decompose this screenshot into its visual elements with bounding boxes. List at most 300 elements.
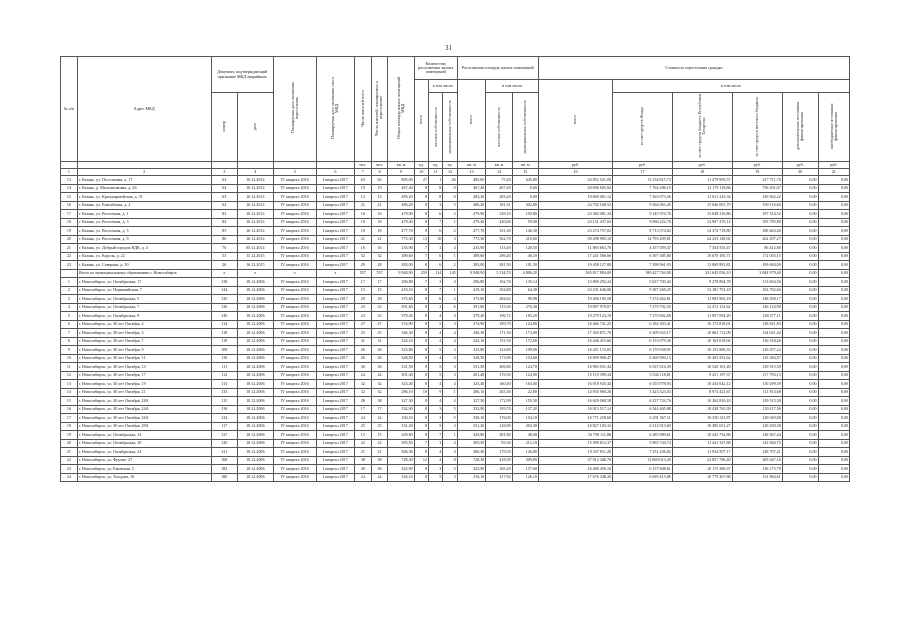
table-cell: 8 [414, 431, 428, 440]
table-cell: 0,00 [782, 414, 818, 423]
table-cell: 21 [371, 448, 388, 457]
table-cell: 0,00 [782, 227, 818, 236]
table-cell: 5 544 118,81 [613, 371, 673, 380]
table-cell: 18.12.2006 [237, 303, 273, 312]
address-cell: г. Новосибирск, ул. 30 лет Октября, 7 [77, 337, 211, 346]
table-cell: 10 438 763,39 [672, 405, 732, 414]
header-c10: всего [414, 80, 428, 162]
table-cell: 115 [211, 397, 237, 406]
table-cell: I квартал 2017 [316, 456, 354, 465]
address-cell: г. Новосибирск, ул. 30 лет Октября, 19 [77, 380, 211, 389]
table-cell: 5 637 703,42 [613, 278, 673, 287]
table-cell: 10 343 754,86 [672, 431, 732, 440]
table-cell: 6 [61, 320, 78, 329]
table-cell: 4 [429, 397, 443, 406]
table-cell: 30 [354, 465, 371, 474]
table-row [61, 295, 850, 304]
table-cell: 7 274 464,81 [613, 295, 673, 304]
table-cell: 233,90 [457, 244, 486, 253]
unit-cell [273, 162, 316, 169]
table-cell: 306,30 [457, 448, 486, 457]
table-cell: 1 [443, 286, 457, 295]
table-cell: 146 123,90 [732, 303, 782, 312]
table-cell: 16 451 172,05 [538, 346, 612, 355]
table-cell: 59,00 [512, 218, 538, 227]
table-cell: 190 116,66 [732, 201, 782, 210]
table-cell: 0,00 [782, 269, 818, 278]
table-cell: 331,40 [486, 227, 512, 236]
table-cell: 17 303 871,70 [538, 329, 612, 338]
address-cell: г. Новосибирск, ул. 30 лет Октября, 3 [77, 329, 211, 338]
table-cell: 479,90 [388, 210, 414, 219]
table-cell: 26 [371, 354, 388, 363]
table-cell: IV квартал 2016 [273, 388, 316, 397]
table-cell: 27 [354, 320, 371, 329]
table-cell: 115,30 [486, 303, 512, 312]
table-cell: 32 [354, 252, 371, 261]
unit-cell [61, 162, 78, 169]
table-cell: 296,80 [457, 278, 486, 287]
table-cell: 19 337 811,20 [538, 448, 612, 457]
table-cell: 18.12.2006 [237, 422, 273, 431]
table-cell: 0,00 [818, 329, 849, 338]
table-cell: 332,90 [388, 405, 414, 414]
header-c2: Адрес МКД [77, 57, 211, 162]
table-cell: 10 153 886,33 [672, 346, 732, 355]
table-cell: 38 [354, 397, 371, 406]
table-cell: IV квартал 2016 [273, 329, 316, 338]
table-cell: 46,10 [512, 252, 538, 261]
table-row [61, 320, 850, 329]
table-cell: 6 353 978,93 [613, 380, 673, 389]
table-cell: 185 795,80 [732, 218, 782, 227]
table-cell: 154,60 [512, 354, 538, 363]
table-cell: 3 844 979,40 [732, 269, 782, 278]
table-cell: 18.12.2006 [237, 371, 273, 380]
table-cell: 262 297,27 [732, 235, 782, 244]
table-cell: 0,00 [818, 201, 849, 210]
header-c9: Общая площадь жилых помещений МКД [388, 57, 414, 162]
table-cell: 168 [211, 456, 237, 465]
table-cell: 479,90 [457, 210, 486, 219]
table-cell: 6 312 013,69 [613, 422, 673, 431]
table-cell: 0,00 [818, 244, 849, 253]
table-cell: 5 [429, 320, 443, 329]
table-cell: 112 [211, 371, 237, 380]
table-cell: 16 699 968,47 [538, 354, 612, 363]
table-cell: 173,90 [486, 354, 512, 363]
table-cell: 17 [371, 278, 388, 287]
table-row [61, 261, 850, 270]
table-row [61, 244, 850, 253]
table-cell: 0,00 [782, 252, 818, 261]
table-cell: 18 [61, 218, 78, 227]
table-cell: 9 [429, 388, 443, 397]
table-cell: 7 [414, 278, 428, 287]
table-cell: I квартал 2017 [316, 235, 354, 244]
table-cell: 129 049,68 [732, 414, 782, 423]
table-cell: 16 [354, 244, 371, 253]
table-cell: 9 364 063,45 [613, 201, 673, 210]
table-cell: 22 857 786,40 [672, 456, 732, 465]
table-cell: 5 [443, 414, 457, 423]
table-cell: 3 [429, 439, 443, 448]
table-cell: I квартал 2017 [316, 405, 354, 414]
table-cell: 0,00 [782, 346, 818, 355]
table-cell: 84 [211, 218, 237, 227]
table-cell: 322,90 [457, 465, 486, 474]
table-cell: 0 [443, 193, 457, 202]
table-cell: 48,00 [512, 431, 538, 440]
table-cell: 467,40 [457, 184, 486, 193]
table-cell: I квартал 2017 [316, 329, 354, 338]
table-cell: 15 [371, 286, 388, 295]
table-cell: 160,40 [486, 380, 512, 389]
table-cell: 23 [61, 465, 78, 474]
table-cell: 25 [371, 329, 388, 338]
table-cell: I квартал 2017 [316, 337, 354, 346]
table-cell: 136 175,79 [732, 465, 782, 474]
table-cell: 144 [211, 286, 237, 295]
address-cell: г. Казань, ул. Енисейская, д. 2 [77, 201, 211, 210]
table-cell: 7 398 961,93 [613, 261, 673, 270]
table-cell: 16 827 103,32 [538, 422, 612, 431]
table-cell: 16 983 031,44 [538, 363, 612, 372]
table-cell: IV квартал 2016 [273, 431, 316, 440]
table-cell: 16 [371, 210, 388, 219]
table-cell: 29 [371, 295, 388, 304]
table-cell: I квартал 2017 [316, 346, 354, 355]
table-cell: 479,40 [457, 218, 486, 227]
table-cell: 0,00 [782, 295, 818, 304]
column-number: 17 [613, 169, 673, 176]
table-cell: 23 274 757,02 [538, 227, 612, 236]
table-cell: 0,00 [818, 312, 849, 321]
table-cell: 4 [429, 312, 443, 321]
table-cell: 565 817 804,00 [538, 269, 612, 278]
table-row [61, 329, 850, 338]
table-cell: 0,00 [818, 346, 849, 355]
address-cell: г. Новосибирск, ул. 30 лет Октября, 29А [77, 422, 211, 431]
table-cell: 8 [414, 465, 428, 474]
table-row [61, 439, 850, 448]
header-c11-12: в том числе [429, 80, 458, 93]
table-cell: 302,80 [512, 201, 538, 210]
unit-cell: руб. [732, 162, 782, 169]
table-cell: 22 [61, 252, 78, 261]
table-cell: 0,00 [818, 397, 849, 406]
table-cell: 18.12.2006 [237, 363, 273, 372]
table-cell: IV квартал 2016 [273, 303, 316, 312]
table-cell: 63 [354, 176, 371, 185]
table-cell: 6 344 465,88 [613, 405, 673, 414]
table-cell: 118 [211, 329, 237, 338]
table-cell: 128 367,44 [732, 431, 782, 440]
table-cell: 374,90 [457, 320, 486, 329]
table-cell: 29 [354, 261, 371, 270]
unit-cell: руб. [782, 162, 818, 169]
table-cell: 114 [429, 269, 443, 278]
table-cell: IV квартал 2016 [273, 473, 316, 482]
table-row [61, 388, 850, 397]
table-cell: 26 [211, 261, 237, 270]
table-cell: 305,50 [457, 439, 486, 448]
table-cell: 22 [371, 439, 388, 448]
table-cell: 16 [354, 210, 371, 219]
table-cell: 135 384,37 [732, 354, 782, 363]
table-cell: 16 469 450,10 [538, 465, 612, 474]
table-cell: 0,00 [818, 405, 849, 414]
table-cell: 189,70 [486, 320, 512, 329]
table-cell: 10 175 386,37 [672, 465, 732, 474]
table-cell: 189 684,06 [732, 261, 782, 270]
address-cell: г. Казань, ул. Поселковая, д. 17 [77, 176, 211, 185]
table-cell: 0,00 [782, 201, 818, 210]
table-cell: 323,80 [457, 346, 486, 355]
table-cell: 4 [61, 303, 78, 312]
header-c8: Число жителей, планируемых к переселению [371, 57, 388, 162]
table-cell: I квартал 2017 [316, 278, 354, 287]
table-cell: 13 [371, 193, 388, 202]
table-cell: 0,00 [782, 456, 818, 465]
table-cell: I квартал 2017 [316, 227, 354, 236]
table-cell: 8 [414, 286, 428, 295]
address-cell: г. Новосибирск, ул. Октябрьская, 9 [77, 312, 211, 321]
table-cell: 0,00 [782, 329, 818, 338]
table-cell: I квартал 2017 [316, 184, 354, 193]
table-cell: I квартал 2017 [316, 244, 354, 253]
unit-cell: кв. м [486, 162, 512, 169]
table-cell: 23 [354, 312, 371, 321]
table-cell: 8 [443, 456, 457, 465]
table-cell: 0,00 [782, 405, 818, 414]
table-cell: 9 387 268,25 [613, 286, 673, 295]
table-cell: I квартал 2017 [316, 286, 354, 295]
table-cell: 0,00 [782, 218, 818, 227]
table-cell: 31 [354, 337, 371, 346]
table-cell: 286,10 [388, 388, 414, 397]
table-cell: 1 [443, 252, 457, 261]
table-cell: 418,50 [486, 456, 512, 465]
table-cell: 15 119 399,34 [538, 371, 612, 380]
table-cell: 4 [429, 354, 443, 363]
unit-cell: ед. [429, 162, 443, 169]
table-cell: 331,50 [388, 363, 414, 372]
unit-cell [237, 162, 273, 169]
table-cell: 19 266 185,58 [538, 295, 612, 304]
table-cell: 31 [371, 337, 388, 346]
table-cell: 11 883 663,70 [538, 244, 612, 253]
table-cell: 301,40 [388, 371, 414, 380]
table-cell: 05.12.2014 [237, 244, 273, 253]
table-cell: 0,00 [818, 473, 849, 482]
table-cell: 8 [429, 193, 443, 202]
table-cell: 283,20 [457, 193, 486, 202]
table-cell: 8 [414, 473, 428, 482]
table-cell: 18.12.2006 [237, 465, 273, 474]
address-cell: г. Новосибирск, ул. Октябрьская, 14 [77, 431, 211, 440]
table-cell: 124,70 [512, 363, 538, 372]
table-cell: 18.12.2006 [237, 473, 273, 482]
table-cell: IV квартал 2016 [273, 227, 316, 236]
unit-cell: руб. [538, 162, 612, 169]
table-cell: 180 [211, 473, 237, 482]
table-cell: 18.12.2006 [237, 346, 273, 355]
table-cell: 18.12.2006 [237, 286, 273, 295]
table-cell: 15 046 001,79 [672, 201, 732, 210]
table-cell: 16.12.2014 [237, 210, 273, 219]
table-cell: 5 [61, 312, 78, 321]
header-c20: дополнительные источники финансирования [782, 93, 818, 162]
table-cell: 6 [429, 295, 443, 304]
table-cell: 38 [371, 397, 388, 406]
table-cell: 5 [429, 363, 443, 372]
table-cell: 10 [414, 388, 428, 397]
table-cell: 4 [429, 456, 443, 465]
table-cell: 20 [61, 439, 78, 448]
table-cell: 23 231 646,06 [538, 286, 612, 295]
table-cell: 19 [354, 184, 371, 193]
table-cell: 18.12.2006 [237, 312, 273, 321]
address-cell: г. Казань, ул. Восточная, д. 1 [77, 210, 211, 219]
table-cell: 182 [211, 465, 237, 474]
table-cell: 10 520 101,49 [672, 363, 732, 372]
table-row [61, 210, 850, 219]
table-cell: 3 [443, 320, 457, 329]
address-cell: г. Казань, ул. Короля, д. 22 [77, 252, 211, 261]
table-cell: 15 [354, 431, 371, 440]
table-cell: 3 [443, 473, 457, 482]
table-cell: I квартал 2017 [316, 473, 354, 482]
table-cell: 7 [429, 286, 443, 295]
header-c19: за счет средств местного бюджета [732, 93, 782, 162]
table-cell: 6 291 567,11 [613, 414, 673, 423]
table-cell: I квартал 2017 [316, 431, 354, 440]
table-cell: 0,00 [818, 184, 849, 193]
table-cell: 18.12.2006 [237, 329, 273, 338]
table-cell: 2 [429, 303, 443, 312]
header-c12: муниципальная собственность [443, 93, 457, 162]
table-row [61, 405, 850, 414]
table-cell: I квартал 2017 [316, 354, 354, 363]
table-cell: 16 629 068,58 [538, 397, 612, 406]
table-cell: 4 [443, 380, 457, 389]
table-cell: IV квартал 2016 [273, 405, 316, 414]
subtotal-row [61, 269, 850, 278]
table-cell: 16 771 258,66 [538, 414, 612, 423]
table-cell: 124,90 [512, 371, 538, 380]
header-c11: частная собственность [429, 93, 443, 162]
table-cell: 24 [354, 371, 371, 380]
table-cell: 26 [443, 176, 457, 185]
table-cell: 93,30 [486, 439, 512, 448]
table-cell: IV квартал 2016 [273, 176, 316, 185]
table-cell: 8 713 574,82 [613, 227, 673, 236]
header-c3: номер [211, 93, 237, 162]
table-cell: 13 [61, 176, 78, 185]
table-cell: 124,80 [486, 346, 512, 355]
table-cell: 11 857 094,29 [672, 312, 732, 321]
table-cell: 13 [414, 235, 428, 244]
column-number: 9 [388, 169, 414, 176]
table-cell: 36 [354, 363, 371, 372]
column-number: 4 [237, 169, 273, 176]
table-cell: 0,00 [818, 465, 849, 474]
table-cell: 0,00 [818, 422, 849, 431]
table-cell: 24 [354, 414, 371, 423]
table-cell: 136 [211, 303, 237, 312]
table-cell: 327,30 [388, 397, 414, 406]
column-number: 21 [818, 169, 849, 176]
address-cell: г. Новосибирск, ул. Октябрьская, 10 [77, 439, 211, 448]
table-cell: 3 [429, 278, 443, 287]
table-cell: 4 [443, 244, 457, 253]
table-cell: 217,92 [486, 473, 512, 482]
table-cell: 129 439,38 [732, 422, 782, 431]
table-cell: 0,00 [818, 431, 849, 440]
table-cell: 17 [354, 278, 371, 287]
table-cell: 7 [414, 244, 428, 253]
address-cell: г. Новосибирск, ул. 30 лет Октября, 13 [77, 363, 211, 372]
unit-cell: руб. [818, 162, 849, 169]
table-cell: 15 [61, 397, 78, 406]
address-cell: г. Новосибирск, ул. 30 лет Октября, 4 [77, 320, 211, 329]
table-cell: 19 [371, 184, 388, 193]
table-cell: 486,20 [457, 201, 486, 210]
header-c14-15: в том числе [486, 80, 539, 93]
table-cell: 331,20 [388, 422, 414, 431]
address-cell: г. Казань, ул. Восточная, д. 9 [77, 235, 211, 244]
table-cell: 2 [443, 295, 457, 304]
table-cell: 0,00 [782, 235, 818, 244]
table-cell: 21 [61, 448, 78, 457]
table-cell: 155,30 [512, 397, 538, 406]
address-cell: г. Новосибирск, ул. 30 лет Октября, 17 [77, 371, 211, 380]
table-cell: 0,00 [818, 193, 849, 202]
table-cell: 18.12.2006 [237, 295, 273, 304]
table-cell: 130 299,39 [732, 380, 782, 389]
table-cell: 306,30 [388, 448, 414, 457]
table-cell: 562,70 [486, 235, 512, 244]
table-cell: 0,00 [782, 431, 818, 440]
unit-cell [316, 162, 354, 169]
table-cell: 420,60 [486, 218, 512, 227]
table-cell: 122 [211, 414, 237, 423]
table-cell: 0,00 [818, 261, 849, 270]
table-cell: 773,30 [388, 235, 414, 244]
header-c16: всего [538, 80, 612, 162]
table-cell: I квартал 2017 [316, 193, 354, 202]
table-cell: 128 821,83 [732, 320, 782, 329]
table-cell: 5 [429, 346, 443, 355]
table-cell: 8 [414, 312, 428, 321]
table-cell: IV квартал 2016 [273, 456, 316, 465]
table-cell: 4 [443, 278, 457, 287]
table-cell: 0,00 [782, 363, 818, 372]
page-number: 31 [445, 44, 452, 52]
table-cell: 38 [354, 456, 371, 465]
table-cell: 645,80 [512, 176, 538, 185]
table-cell: 38 [371, 456, 388, 465]
column-number: 13 [457, 169, 486, 176]
table-cell: 135 [211, 295, 237, 304]
table-cell: 16.12.2014 [237, 227, 273, 236]
address-cell: г. Новосибирск, ул. Фрунзе, 27 [77, 456, 211, 465]
table-cell: 129 515,38 [732, 397, 782, 406]
table-cell: 16.12.2014 [237, 218, 273, 227]
table-cell: 8 [414, 193, 428, 202]
table-row [61, 431, 850, 440]
